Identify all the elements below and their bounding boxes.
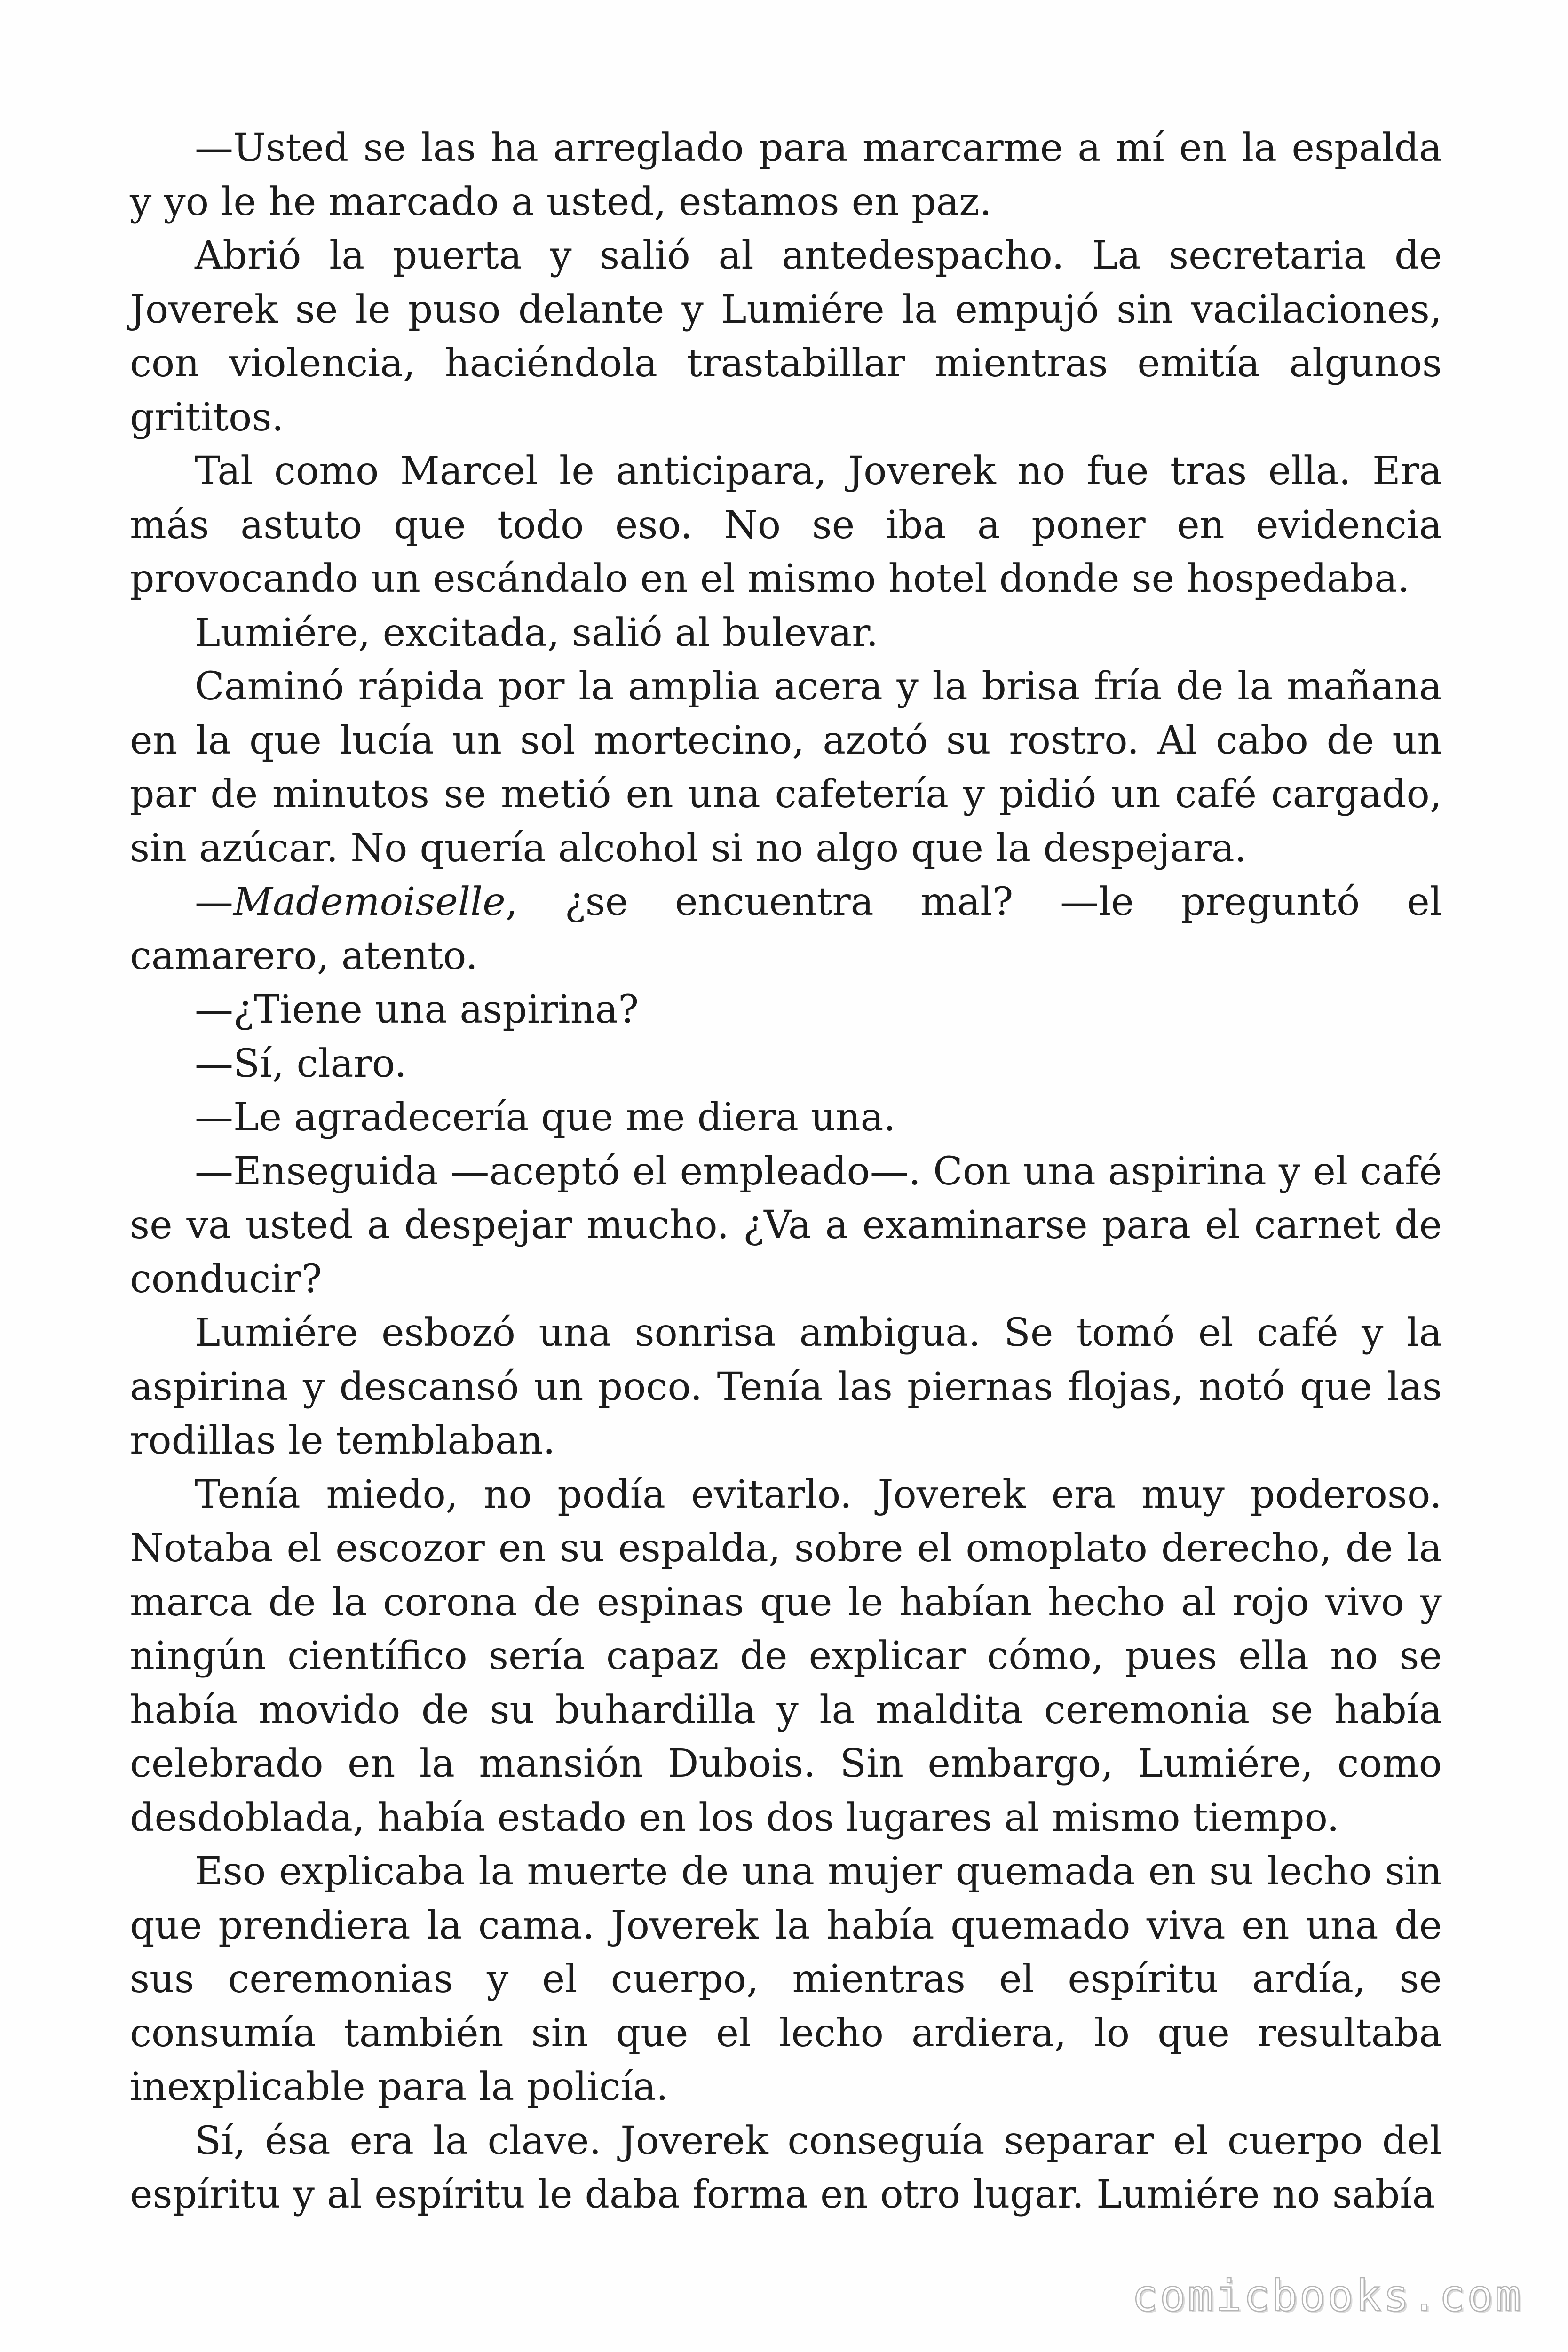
paragraph (130, 875, 1442, 983)
paragraph: —Le agradecería que me diera una. (195, 1095, 896, 1140)
paragraph: —¿Tiene una aspirina? (195, 987, 639, 1032)
paragraph: Sí, ésa era la clave. Joverek conseguía separar el cuerpo del espíritu y al espíritu le daba forma en otro lugar. Lumiére no sabía (130, 2118, 1442, 2217)
paragraph: Caminó rápida por la amplia acera y la brisa fría de la mañana en la que lucía un sol mortecino, azotó su rostro. Al cabo de un par de minutos se metió en una cafetería y pidió un café cargado, sin azúcar. No quería alcohol si no algo que la despejara. (130, 664, 1442, 871)
paragraph: —Usted se las ha arreglado para marcarme a mí en la espalda y yo le he marcado a usted, estamos en paz. (130, 126, 1442, 224)
paragraph-rest: , ¿se encuentra mal? —le preguntó el camarero, atento. (130, 880, 1442, 978)
dialogue-dash: — (195, 880, 233, 924)
paragraph: Lumiére, excitada, salió al bulevar. (195, 610, 879, 655)
paragraph: Tal como Marcel le anticipara, Joverek no fue tras ella. Era más astuto que todo eso. No se iba a poner en evidencia provocando un escándalo en el mismo hotel donde se hospedaba. (130, 449, 1442, 601)
body-text (130, 121, 1442, 2222)
italic-word: Mademoiselle (233, 880, 506, 924)
paragraph: Tenía miedo, no podía evitarlo. Joverek era muy poderoso. Notaba el escozor en su espalda, sobre el omoplato derecho, de la marca de la corona de espinas que le habían hecho al rojo vivo y ningún científico sería capaz de explicar cómo, pues ella no se había movido de su buhardilla y la maldita ceremonia se había celebrado en la mansión Dubois. Sin embargo, Lumiére, como desdoblada, había estado en los dos lugares al mismo tiempo. (130, 1472, 1442, 1840)
paragraph: Eso explicaba la muerte de una mujer quemada en su lecho sin que prendiera la cama. Joverek la había quemado viva en una de sus ceremonias y el cuerpo, mientras el espíritu ardía, se consumía también sin que el lecho ardiera, lo que resultaba inexplicable para la policía. (130, 1849, 1442, 2109)
watermark: comicbooks.com (1132, 2271, 1523, 2321)
paragraph: Abrió la puerta y salió al antedespacho. La secretaria de Joverek se le puso delante y Lumiére la empujó sin vacilaciones, con violencia, haciéndola trastabillar mientras emitía algunos grititos. (130, 233, 1442, 440)
paragraph: Lumiére esbozó una sonrisa ambigua. Se tomó el café y la aspirina y descansó un poco. Tenía las piernas flojas, notó que las rodillas le temblaban. (130, 1311, 1442, 1463)
paragraph: —Enseguida —aceptó el empleado—. Con una aspirina y el café se va usted a despejar mucho. ¿Va a examinarse para el carnet de conducir? (130, 1149, 1442, 1302)
paragraph: —Sí, claro. (195, 1041, 407, 1086)
